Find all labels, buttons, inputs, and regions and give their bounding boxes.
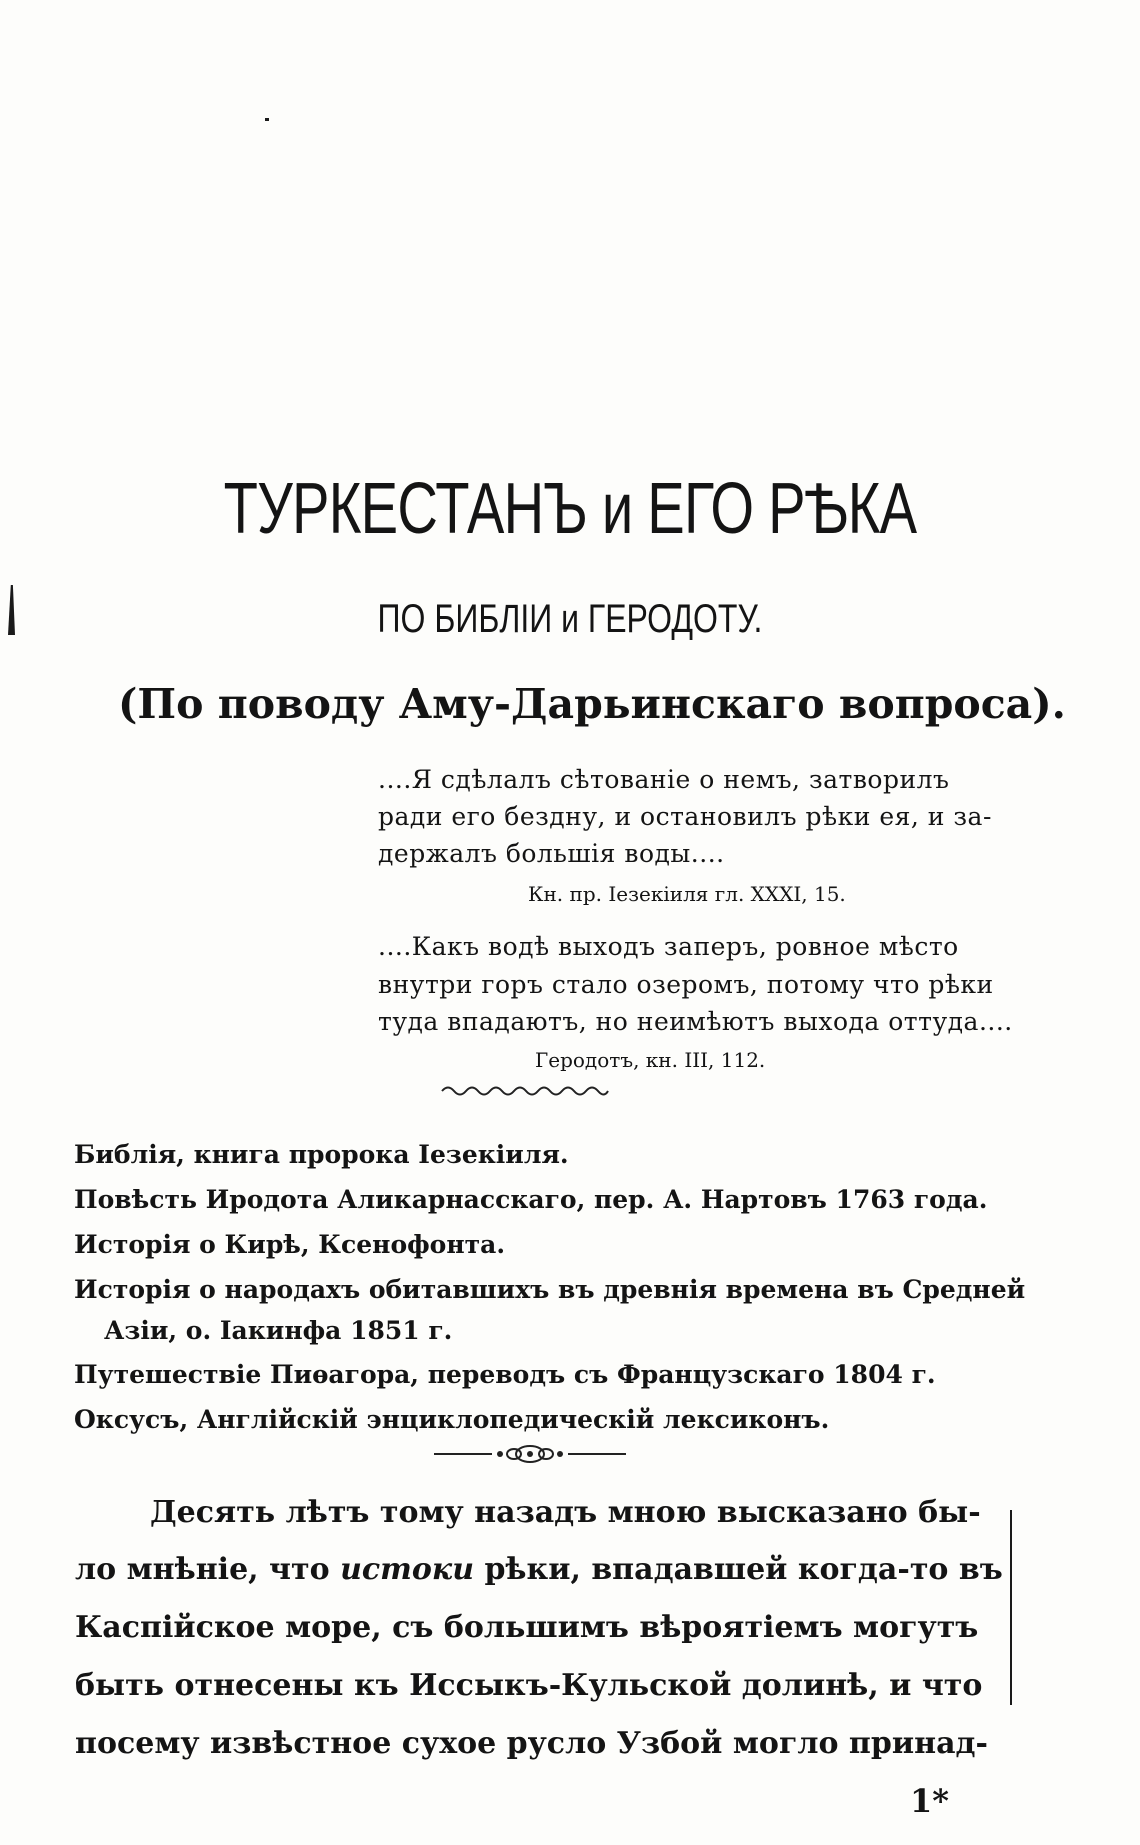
epigraph-1-line: держалъ большія воды.... xyxy=(378,839,725,868)
epigraph-1-line: ....Я сдѣлалъ сѣтованіе о немъ, затворилъ xyxy=(378,765,950,794)
body-line: посему извѣстное сухое русло Узбой могло принад- xyxy=(75,1726,988,1761)
body-text: ло мнѣніе, что xyxy=(75,1552,341,1587)
body-line: быть отнесены къ Иссыкъ-Кульской долинѣ, и что xyxy=(75,1668,983,1703)
page-subtitle: ПО БИБЛIИ и ГЕРОДОТУ. xyxy=(377,597,763,641)
scan-margin-line xyxy=(1010,1510,1012,1705)
page-title: ТУРКЕСТАНЪ и ЕГО РѢКА xyxy=(223,469,917,549)
reference-item: Путешествіе Пиѳагора, переводъ съ Французскаго 1804 г. xyxy=(74,1360,936,1389)
scan-mark-left xyxy=(8,585,15,635)
reference-item: Библія, книга пророка Iезекiиля. xyxy=(74,1140,569,1169)
page-number: 1* xyxy=(910,1782,949,1820)
reference-item: Азіи, о. Iакинфа 1851 г. xyxy=(104,1316,453,1345)
subheading: (По поводу Аму-Дарьинскаго вопроса). xyxy=(118,680,1066,728)
scan-mark-top xyxy=(265,118,269,121)
reference-item: Исторія о Кирѣ, Ксенофонта. xyxy=(74,1230,506,1259)
epigraph-2-line: внутри горъ стало озеромъ, потому что рѣки xyxy=(378,970,994,999)
body-line xyxy=(75,1552,1003,1587)
reference-item: Оксусъ, Англійскій энциклопедическій лексиконъ. xyxy=(74,1405,830,1434)
ornament-divider xyxy=(430,1440,630,1468)
epigraph-1-source: Кн. пр. Iезекiиля гл. XXXI, 15. xyxy=(528,882,846,906)
epigraph-2-line: ....Какъ водѣ выходъ заперъ, ровное мѣсто xyxy=(378,932,959,961)
reference-item: Исторія о народахъ обитавшихъ въ древнія времена въ Средней xyxy=(74,1275,1026,1304)
body-line: Десять лѣтъ тому назадъ мною высказано бы- xyxy=(150,1495,981,1530)
body-text: рѣки, впадавшей когда-то въ xyxy=(474,1552,1003,1587)
body-line: Каспійское море, съ большимъ вѣроятіемъ могутъ xyxy=(75,1610,979,1645)
wavy-divider xyxy=(440,1080,610,1102)
epigraph-2-source: Геродотъ, кн. III, 112. xyxy=(535,1048,766,1072)
body-italic-word: истоки xyxy=(340,1552,475,1587)
epigraph-2-line: туда впадаютъ, но неимѣютъ выхода оттуда.... xyxy=(378,1007,1013,1036)
epigraph-1-line: ради его бездну, и остановилъ рѣки ея, и за- xyxy=(378,802,992,831)
reference-item: Повѣсть Иродота Аликарнасскаго, пер. А. Нартовъ 1763 года. xyxy=(74,1185,988,1214)
